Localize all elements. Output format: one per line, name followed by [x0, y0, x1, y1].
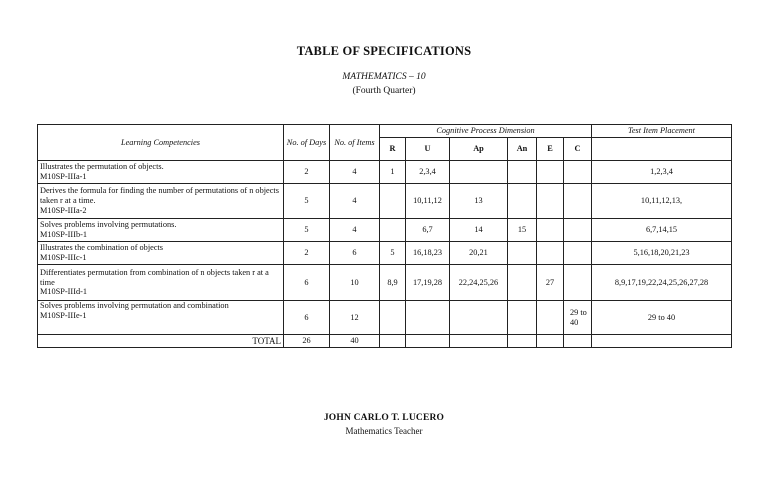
competency-cell [38, 242, 284, 265]
c-cell [564, 161, 592, 184]
c-cell [564, 219, 592, 242]
an-cell [508, 242, 537, 265]
items-cell: 10 [330, 265, 380, 301]
an-cell [508, 161, 537, 184]
competency-cell [38, 301, 284, 335]
items-cell: 12 [330, 301, 380, 335]
competency-code: M10SP-IIIe-1 [40, 310, 87, 320]
e-cell [537, 184, 564, 219]
placement-cell: 29 to 40 [592, 301, 732, 335]
header-days: No. of Days [284, 125, 330, 161]
total-blank [564, 335, 592, 348]
table-row [38, 265, 732, 301]
competency-code: M10SP-IIIc-1 [40, 253, 87, 262]
total-items: 40 [330, 335, 380, 348]
u-cell: 6,7 [406, 219, 450, 242]
r-cell: 8,9 [380, 265, 406, 301]
e-cell [537, 161, 564, 184]
ap-cell [450, 301, 508, 335]
an-cell [508, 265, 537, 301]
an-cell [508, 301, 537, 335]
placement-cell: 5,16,18,20,21,23 [592, 242, 732, 265]
items-cell: 6 [330, 242, 380, 265]
u-cell [406, 301, 450, 335]
ap-cell: 13 [450, 184, 508, 219]
r-cell: 5 [380, 242, 406, 265]
days-cell: 2 [284, 242, 330, 265]
c-cell [564, 242, 592, 265]
header-cognitive: Cognitive Process Dimension [380, 125, 592, 138]
an-cell [508, 184, 537, 219]
table-row [38, 219, 732, 242]
competency-code: M10SP-IIIb-1 [40, 230, 88, 239]
u-cell: 2,3,4 [406, 161, 450, 184]
competency-text: Differentiates permutation from combination of n objects taken r at a time [40, 267, 269, 287]
document-title: TABLE OF SPECIFICATIONS [296, 44, 472, 58]
competency-code: M10SP-IIIa-1 [40, 172, 87, 181]
competency-code: M10SP-IIIa-2 [40, 205, 87, 215]
table-row [38, 161, 732, 184]
r-cell [380, 184, 406, 219]
total-blank [537, 335, 564, 348]
header-level-c: C [564, 138, 592, 161]
placement-cell: 10,11,12,13, [592, 184, 732, 219]
e-cell [537, 219, 564, 242]
header-items: No. of Items [330, 125, 380, 161]
competency-cell [38, 184, 284, 219]
signatory-name: JOHN CARLO T. LUCERO [323, 413, 445, 423]
header-competencies: Learning Competencies [38, 125, 284, 161]
competency-cell [38, 265, 284, 301]
header-level-ap: Ap [450, 138, 508, 161]
header-placement: Test Item Placement [592, 125, 732, 138]
quarter-label: (Fourth Quarter) [352, 86, 416, 96]
items-cell: 4 [330, 219, 380, 242]
days-cell: 5 [284, 184, 330, 219]
ap-cell: 14 [450, 219, 508, 242]
days-cell: 6 [284, 301, 330, 335]
total-blank [450, 335, 508, 348]
header-level-r: R [380, 138, 406, 161]
c-cell [564, 184, 592, 219]
u-cell: 17,19,28 [406, 265, 450, 301]
ap-cell: 22,24,25,26 [450, 265, 508, 301]
specifications-table [37, 124, 732, 348]
subject-label: MATHEMATICS – 10 [342, 72, 426, 82]
c-cell [564, 265, 592, 301]
header-level-e: E [537, 138, 564, 161]
items-cell: 4 [330, 161, 380, 184]
e-cell [537, 242, 564, 265]
ap-cell: 20,21 [450, 242, 508, 265]
r-cell [380, 219, 406, 242]
table-row [38, 242, 732, 265]
competency-text: Solves problems involving permutations. [40, 220, 177, 230]
c-cell: 29 to 40 [564, 301, 592, 335]
placement-cell: 1,2,3,4 [592, 161, 732, 184]
header-placement-blank [592, 138, 732, 161]
total-blank [592, 335, 732, 348]
competency-text: Illustrates the combination of objects [40, 243, 164, 253]
competency-text: Derives the formula for finding the number of permutations of n objects taken r at a time. [40, 186, 279, 206]
header-level-u: U [406, 138, 450, 161]
total-label: TOTAL [38, 335, 284, 348]
competency-cell [38, 161, 284, 184]
r-cell [380, 301, 406, 335]
e-cell: 27 [537, 265, 564, 301]
competency-cell [38, 219, 284, 242]
header-level-an: An [508, 138, 537, 161]
total-row [38, 335, 732, 348]
days-cell: 2 [284, 161, 330, 184]
table-row [38, 301, 732, 335]
total-blank [380, 335, 406, 348]
placement-cell: 8,9,17,19,22,24,25,26,27,28 [592, 265, 732, 301]
ap-cell [450, 161, 508, 184]
e-cell [537, 301, 564, 335]
u-cell: 16,18,23 [406, 242, 450, 265]
table-row [38, 184, 732, 219]
days-cell: 6 [284, 265, 330, 301]
competency-text: Solves problems involving permutation and combination [40, 301, 229, 310]
items-cell: 4 [330, 184, 380, 219]
competency-text: Illustrates the permutation of objects. [40, 162, 164, 172]
signatory-role: Mathematics Teacher [345, 426, 423, 436]
r-cell: 1 [380, 161, 406, 184]
total-days: 26 [284, 335, 330, 348]
total-blank [406, 335, 450, 348]
days-cell: 5 [284, 219, 330, 242]
total-blank [508, 335, 537, 348]
placement-cell: 6,7,14,15 [592, 219, 732, 242]
an-cell: 15 [508, 219, 537, 242]
u-cell: 10,11,12 [406, 184, 450, 219]
competency-code: M10SP-IIId-1 [40, 287, 88, 297]
